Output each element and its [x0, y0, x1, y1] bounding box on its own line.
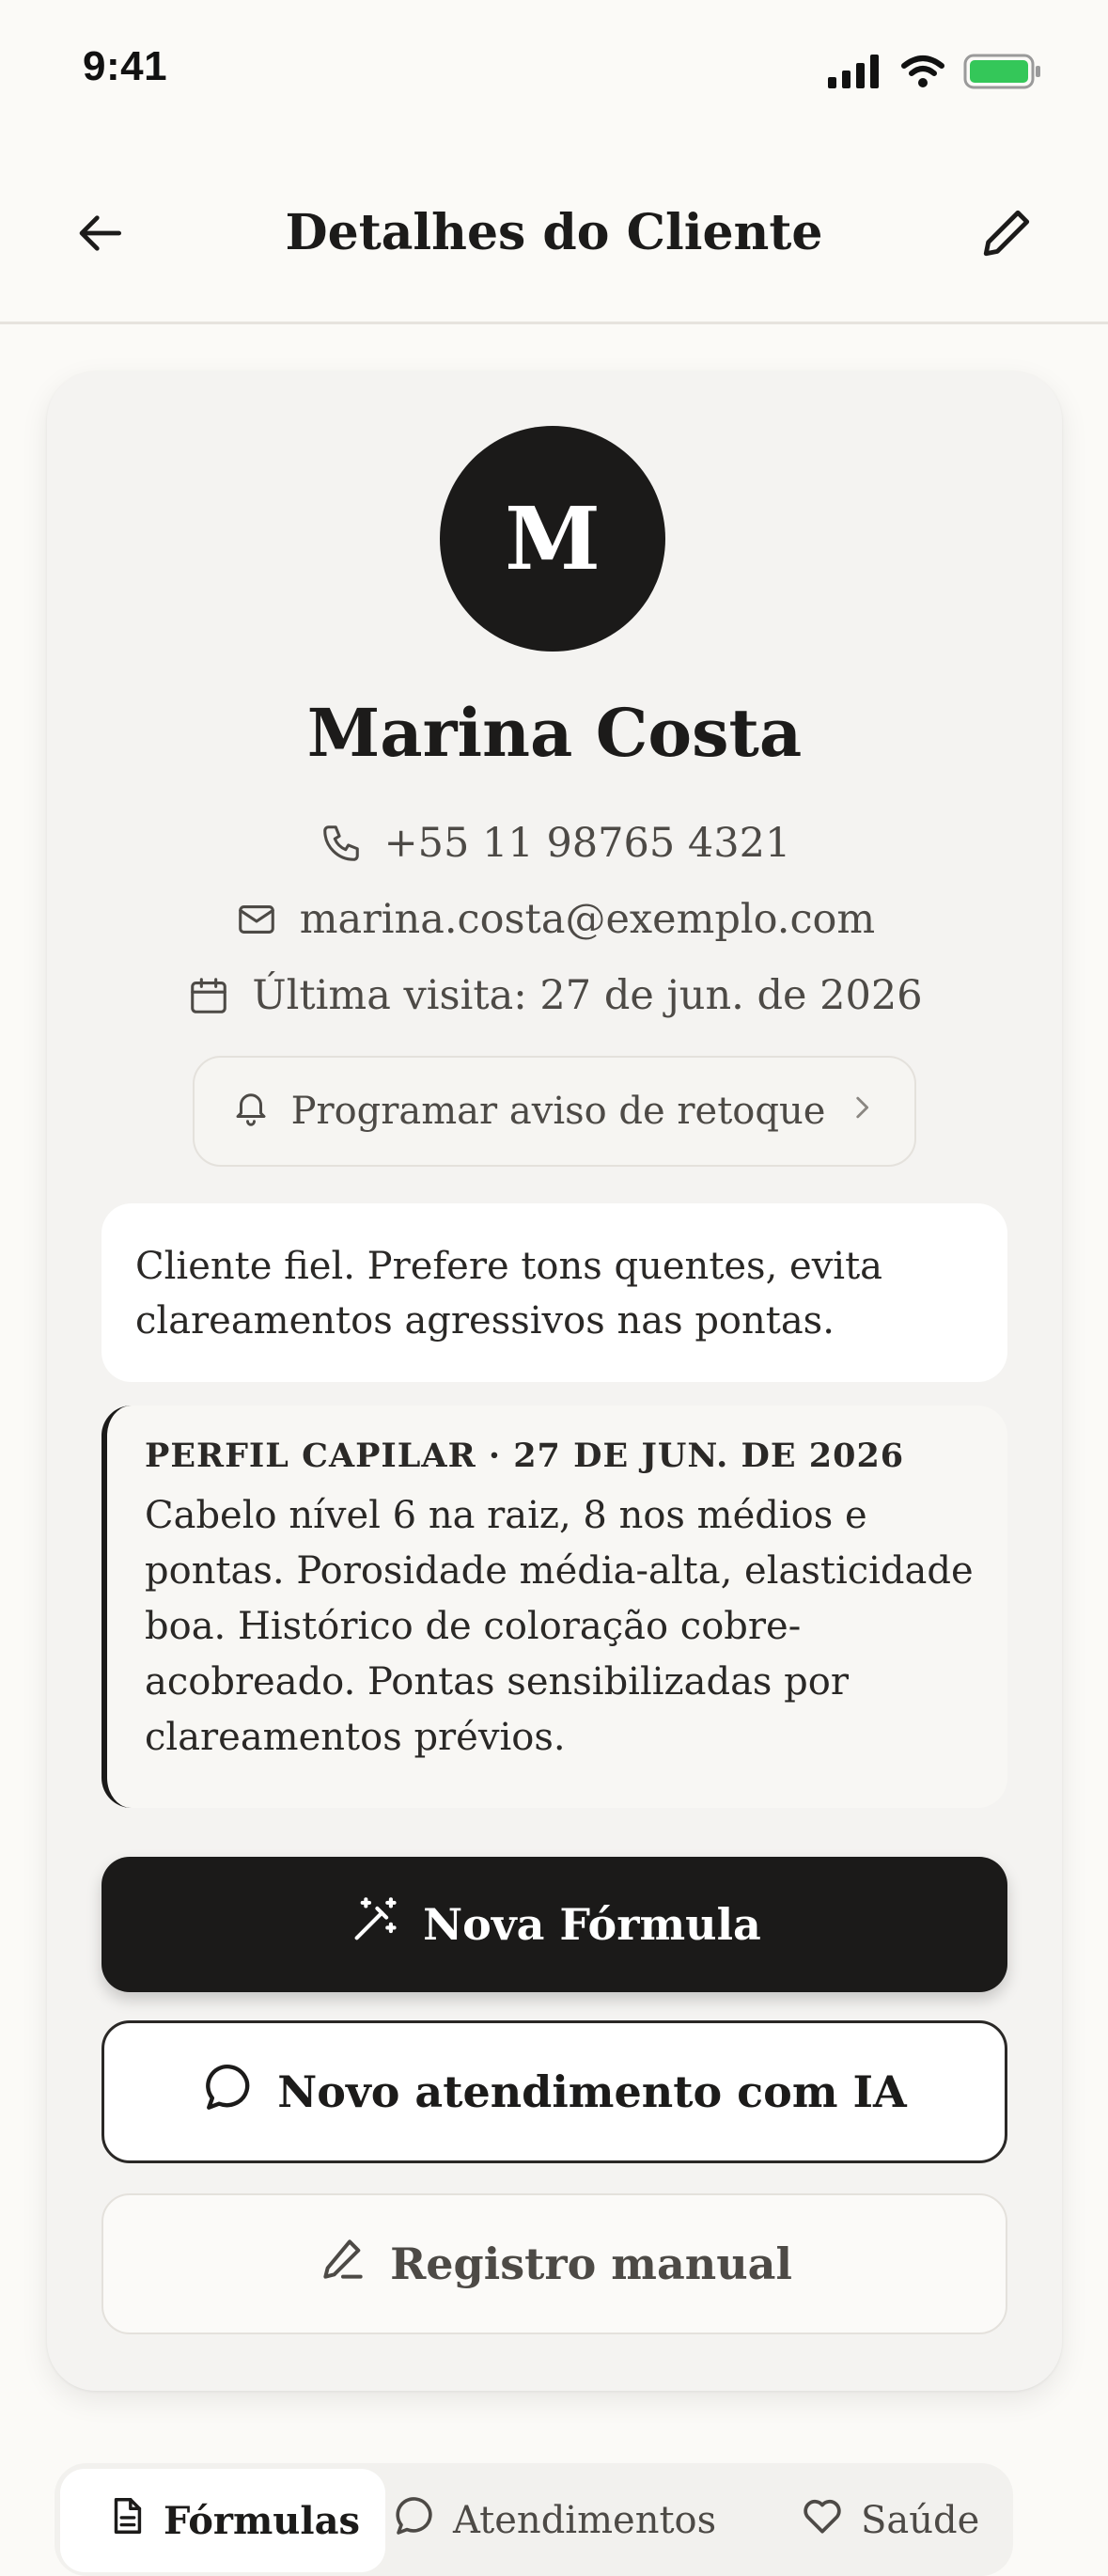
hair-profile-heading: PERFIL CAPILAR · 27 DE JUN. DE 2026 — [145, 1437, 905, 1475]
mail-icon — [234, 897, 279, 942]
hair-profile — [101, 1406, 1007, 1808]
new-ai-session-label: Novo atendimento com IA — [277, 2066, 907, 2117]
magic-wand-icon — [348, 1893, 402, 1957]
nav-bar — [0, 160, 1108, 324]
new-formula-label: Nova Fórmula — [423, 1899, 761, 1950]
tab-atendimentos-label: Atendimentos — [453, 2499, 717, 2542]
new-formula-button[interactable] — [101, 1857, 1007, 1992]
last-visit-row — [47, 966, 1062, 1026]
phone-icon — [319, 821, 364, 866]
tab-atendimentos[interactable] — [393, 2469, 716, 2572]
heart-icon — [799, 2492, 846, 2549]
avatar: M — [440, 426, 665, 652]
chevron-right-icon — [846, 1090, 878, 1133]
status-time: 9:41 — [83, 43, 168, 89]
hair-profile-text: Cabelo nível 6 na raiz, 8 nos médios e pontas. Porosidade média-alta, elasticidade boa. Histórico de coloração cobre-acobreado. Pontas sensibilizadas por clareamentos prévios. — [145, 1494, 974, 1759]
phone-row[interactable] — [47, 813, 1062, 873]
reminder-label: Programar aviso de retoque — [290, 1090, 826, 1133]
chat-bubble-icon — [202, 2060, 257, 2125]
pencil-icon — [979, 206, 1034, 260]
tab-saude-label: Saúde — [861, 2499, 980, 2542]
edit-button[interactable] — [971, 197, 1042, 269]
schedule-reminder-button[interactable] — [193, 1056, 916, 1167]
wifi-icon — [901, 55, 944, 88]
client-notes: Cliente fiel. Prefere tons quentes, evita clareamentos agressivos nas pontas. — [101, 1203, 1007, 1382]
phone-number: +55 11 98765 4321 — [383, 820, 791, 867]
tab-formulas-label: Fórmulas — [164, 2498, 361, 2543]
tab-formulas[interactable] — [60, 2469, 385, 2572]
email-row[interactable] — [47, 889, 1062, 950]
pen-icon — [317, 2233, 369, 2296]
chat-bubble-icon — [393, 2493, 438, 2548]
section-tabs — [55, 2463, 1013, 2576]
calendar-icon — [186, 973, 231, 1018]
signal-icon — [828, 55, 882, 88]
client-card — [47, 371, 1062, 2391]
status-icons — [828, 51, 1042, 92]
bell-icon — [231, 1087, 271, 1136]
page-title: Detalhes do Cliente — [285, 204, 823, 261]
last-visit-text: Última visita: 27 de jun. de 2026 — [252, 972, 923, 1019]
email-address: marina.costa@exemplo.com — [299, 896, 876, 943]
manual-record-label: Registro manual — [390, 2238, 792, 2289]
document-icon — [105, 2494, 148, 2547]
battery-icon — [963, 54, 1042, 89]
status-bar — [0, 0, 1108, 141]
manual-record-button[interactable] — [101, 2193, 1007, 2334]
new-ai-session-button[interactable] — [101, 2020, 1007, 2163]
tab-saude[interactable] — [799, 2469, 979, 2572]
client-name: Marina Costa — [306, 694, 803, 772]
